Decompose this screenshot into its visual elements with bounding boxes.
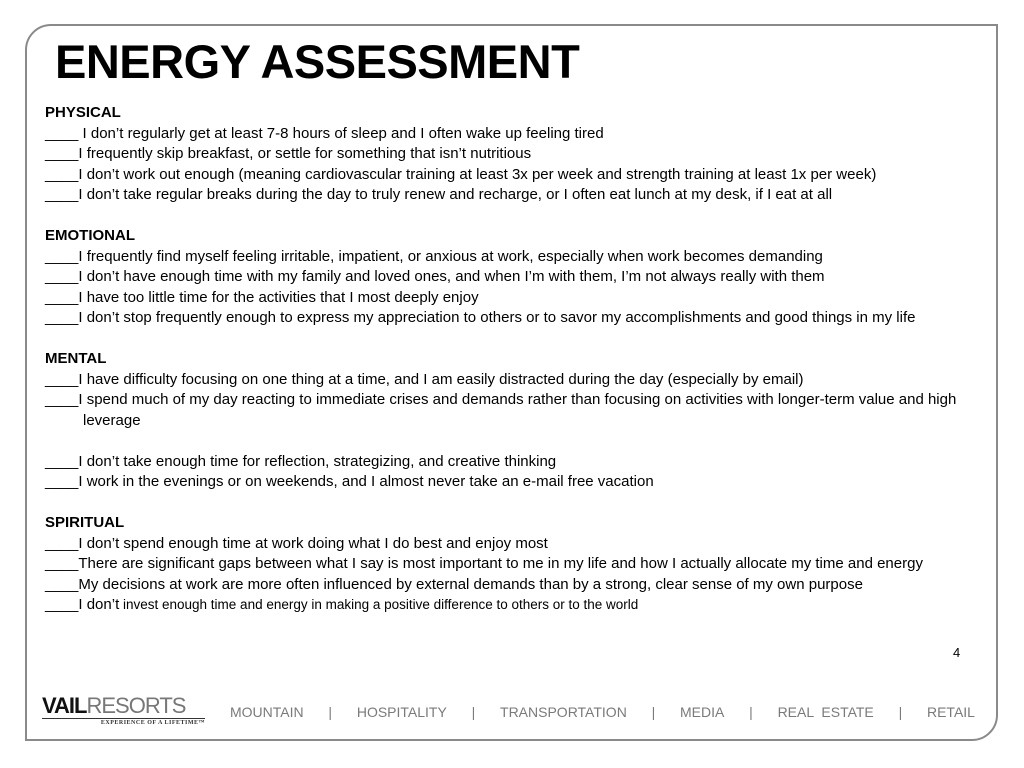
- logo-tagline: EXPERIENCE OF A LIFETIME™: [100, 720, 205, 726]
- division-mountain: MOUNTAIN: [230, 704, 304, 720]
- list-item: ____I have too little time for the activities that I most deeply enjoy: [45, 288, 479, 306]
- footer: [42, 694, 977, 730]
- section-spiritual: [45, 513, 990, 616]
- division-list: [230, 704, 975, 720]
- vail-resorts-logo: [42, 694, 205, 726]
- list-item: ____ I don’t regularly get at least 7-8 hours of sleep and I often wake up feeling tired: [45, 124, 604, 142]
- divider: |: [898, 704, 903, 720]
- section-heading: EMOTIONAL: [45, 227, 135, 244]
- list-item-rest: invest enough time and energy in making a positive difference to others or to the world: [119, 597, 639, 612]
- list-item: ____I work in the evenings or on weekends, and I almost never take an e-mail free vacation: [45, 473, 654, 490]
- list-item: ____I don’t spend enough time at work doing what I do best and enjoy most: [45, 534, 548, 552]
- list-item-prefix: ____I don’t: [45, 596, 120, 613]
- assessment-content: [45, 103, 990, 616]
- page-title: ENERGY ASSESSMENT: [55, 35, 580, 88]
- section-physical: [45, 103, 990, 206]
- section-heading: SPIRITUAL: [45, 514, 125, 531]
- divider: |: [651, 704, 656, 720]
- list-item: ____I frequently find myself feeling irritable, impatient, or anxious at work, especially when work becomes demanding: [45, 247, 823, 265]
- list-item: ____I spend much of my day reacting to immediate crises and demands rather than focusing on activities with longer-term value and high leverage: [45, 391, 957, 429]
- list-item: ____I don’t take enough time for reflection, strategizing, and creative thinking: [45, 452, 557, 470]
- divider: |: [328, 704, 333, 720]
- list-item: ____There are significant gaps between what I say is most important to me in my life and how I actually allocate my time and energy: [45, 555, 923, 572]
- division-real-estate: REAL ESTATE: [777, 704, 874, 720]
- divider: |: [749, 704, 753, 720]
- list-item: [45, 595, 990, 616]
- list-item: ____I don’t stop frequently enough to express my appreciation to others or to savor my accomplishments and good things in my life: [45, 309, 916, 326]
- list-item: ____My decisions at work are more often influenced by external demands than by a strong, clear sense of my own purpose: [45, 575, 863, 593]
- list-item: ____I don’t take regular breaks during the day to truly renew and recharge, or I often eat lunch at my desk, if I eat at all: [45, 186, 833, 203]
- section-emotional: [45, 226, 990, 329]
- division-media: MEDIA: [680, 704, 725, 720]
- divider: |: [471, 704, 476, 720]
- section-heading: MENTAL: [45, 350, 107, 367]
- division-transportation: TRANSPORTATION: [500, 704, 627, 720]
- section-mental: [45, 349, 990, 493]
- page-number: 4: [953, 645, 961, 660]
- list-item: ____I have difficulty focusing on one thing at a time, and I am easily distracted during the day (especially by email): [45, 370, 804, 388]
- division-hospitality: HOSPITALITY: [356, 704, 447, 720]
- division-retail: RETAIL: [926, 704, 975, 720]
- logo-text-resorts: RESORTS: [86, 693, 186, 718]
- section-heading: PHYSICAL: [45, 104, 121, 121]
- logo-text-vail: VAIL: [42, 693, 87, 718]
- list-item: ____I frequently skip breakfast, or settle for something that isn’t nutritious: [45, 145, 532, 162]
- list-item: ____I don’t work out enough (meaning cardiovascular training at least 3x per week and strength training at least 1x per week): [45, 165, 877, 183]
- list-item: ____I don’t have enough time with my family and loved ones, and when I’m with them, I’m not always really with them: [45, 268, 825, 285]
